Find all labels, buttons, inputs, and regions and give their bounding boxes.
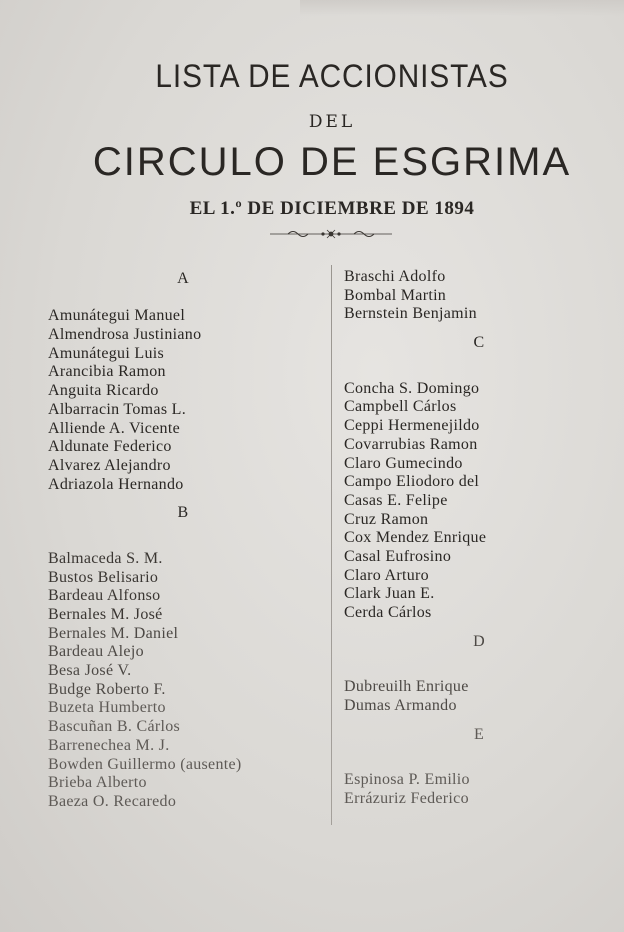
list-item: Bernstein Benjamin	[344, 305, 477, 323]
page-edge-shadow	[300, 0, 624, 16]
list-item: Balmaceda S. M.	[48, 549, 163, 567]
section-letter-a: A	[177, 270, 189, 287]
list-item: Bombal Martin	[344, 286, 447, 304]
title-del: DEL	[308, 112, 356, 132]
list-item: Albarracin Tomas L.	[48, 400, 187, 418]
title-lista-de-accionistas: LISTA DE ACCIONISTAS	[155, 58, 509, 94]
list-item: Concha S. Domingo	[344, 379, 480, 397]
list-item: Aldunate Federico	[48, 438, 172, 456]
list-item: Amunátegui Manuel	[48, 307, 186, 325]
list-item: Campbell Cárlos	[344, 398, 457, 416]
column-divider	[331, 265, 332, 825]
list-item: Amunátegui Luis	[48, 344, 165, 362]
list-item: Bowden Guillermo (ausente)	[48, 755, 242, 773]
list-item: Errázuriz Federico	[344, 790, 469, 808]
list-item: Espinosa P. Emilio	[344, 771, 470, 789]
section-letter-c: C	[473, 334, 485, 352]
list-item: Dumas Armando	[344, 697, 457, 715]
ornament-divider-icon	[268, 228, 394, 240]
spacer	[344, 660, 614, 679]
list-item: Bascuñan B. Cárlos	[48, 718, 181, 736]
list-item: Anguita Ricardo	[48, 382, 159, 400]
list-item: Almendrosa Justiniano	[48, 326, 202, 344]
list-item: Braschi Adolfo	[344, 268, 446, 285]
title-date: EL 1.º DE DICIEMBRE DE 1894	[189, 198, 475, 219]
list-item: Bustos Belisario	[48, 568, 159, 586]
spacer	[48, 289, 328, 308]
list-item: Besa José V.	[48, 662, 132, 680]
title-circulo-de-esgrima: CIRCULO DE ESGRIMA	[92, 140, 572, 184]
section-letter-b: B	[177, 504, 189, 522]
right-column	[344, 268, 614, 809]
list-item: Claro Gumecindo	[344, 454, 463, 472]
list-item: Barrenechea M. J.	[48, 736, 170, 754]
list-item: Arancibia Ramon	[48, 363, 166, 381]
list-item: Bardeau Alejo	[48, 643, 144, 661]
list-item: Buzeta Humberto	[48, 699, 166, 717]
list-item: Bardeau Alfonso	[48, 587, 161, 605]
list-item: Baeza O. Recaredo	[48, 792, 177, 810]
list-item: Casal Eufrosino	[344, 547, 452, 565]
spacer	[344, 753, 614, 772]
section-letter-d: D	[473, 632, 485, 650]
list-item: Bernales M. José	[48, 606, 163, 623]
list-item: Bernales M. Daniel	[48, 624, 179, 642]
list-item: Casas E. Felipe	[344, 491, 448, 509]
list-item: Campo Eliodoro del	[344, 473, 480, 491]
list-item: Covarrubias Ramon	[344, 435, 478, 453]
list-item: Cox Mendez Enrique	[344, 529, 487, 547]
list-item: Alvarez Alejandro	[48, 456, 171, 474]
list-item: Clark Juan E.	[344, 585, 435, 603]
list-item: Alliende A. Vicente	[48, 419, 180, 437]
spacer	[48, 531, 328, 550]
spacer	[344, 361, 614, 380]
section-letter-e: E	[473, 725, 485, 743]
list-item: Budge Roberto F.	[48, 680, 166, 698]
list-item: Cruz Ramon	[344, 510, 429, 528]
list-item: Adriazola Hernando	[48, 475, 184, 493]
left-column	[48, 270, 328, 812]
list-item: Cerda Cárlos	[344, 604, 432, 621]
list-item: Ceppi Hermenejildo	[344, 417, 480, 435]
list-item: Claro Arturo	[344, 566, 429, 584]
list-item: Dubreuilh Enrique	[344, 678, 469, 696]
list-item: Brieba Alberto	[48, 774, 147, 792]
